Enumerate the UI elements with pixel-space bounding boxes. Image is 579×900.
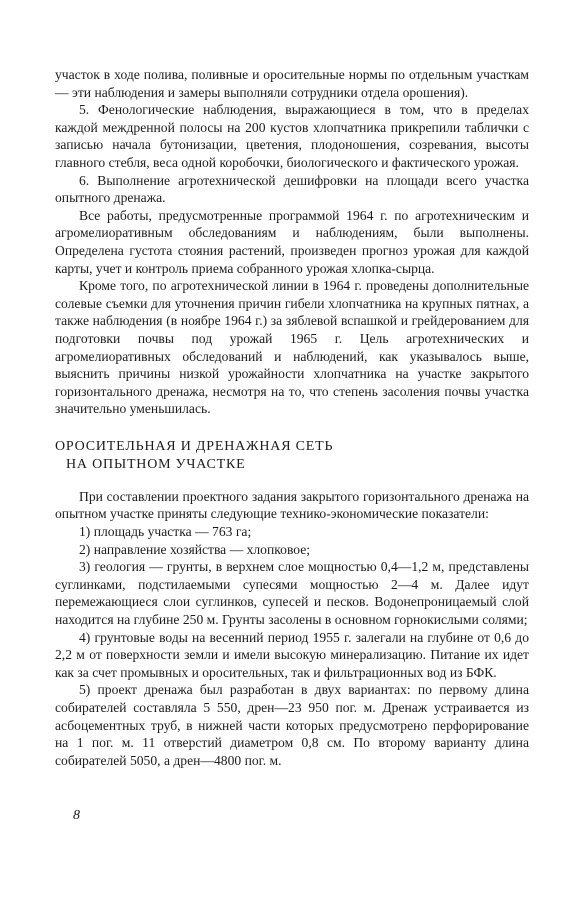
paragraph: Все работы, предусмотренные программой 1964 г. по агротехническим и агромелиоративным обследованиям и наблюдениям, были выполнены. Определена густота стояния растений, произведен прогноз урожая для каждой карты, учет и контроль приема собранного урожая хлопка-сырца.	[55, 207, 529, 276]
list-item: 5) проект дренажа был разработан в двух вариантах: по первому длина собирателей составляла 5 550, дрен—23 950 пог. м. Дренаж устраивается из асбоцементных труб, в нижней части которых предусмотрено перфорирование на 1 пог. м. 11 отверстий диаметром 0,8 см. По второму варианту длина собирателей 5050, а дрен—4800 пог. м.	[55, 682, 529, 768]
section-heading	[55, 438, 529, 474]
page-number: 8	[73, 808, 80, 823]
paragraph: 5. Фенологические наблюдения, выражающиеся в том, что в пределах каждой междренной полосы на 200 кустов хлопчатника прикрепили таблички с записью начала бутонизации, цветения, плодоношения, созревания, высоты главного стебля, веса одной коробочки, биологического и фактического урожая.	[55, 102, 529, 170]
list-item: 4) грунтовые воды на весенний период 1955 г. залегали на глубине от 0,6 до 2,2 м от поверхности земли и имели высокую минерализацию. Питание их идет как за счет промывных и оросительных, так и фильтрационных вод из БФК.	[55, 629, 529, 680]
page-body	[55, 66, 529, 769]
list-item: 2) направление хозяйства — хлопковое;	[79, 541, 311, 557]
paragraph: участок в ходе полива, поливные и оросительные нормы по отдельным участкам — эти наблюдения и замеры выполняли сотрудники отдела орошения).	[55, 67, 529, 100]
list-item: 3) геология — грунты, в верхнем слое мощностью 0,4—1,2 м, представлены суглинками, подстилаемыми супесями мощностью 2—4 м. Далее идут перемежающиеся слои суглинков, супесей и песков. Водонепроницаемый слой находится на глубине 250 м. Грунты засолены в основном горнокислыми солями;	[55, 559, 529, 628]
section-heading-line-2: НА ОПЫТНОМ УЧАСТКЕ	[66, 456, 246, 472]
list-item: 1) площадь участка — 763 га;	[79, 524, 252, 540]
paragraph: 6. Выполнение агротехнической дешифровки на площади всего участка опытного дренажа.	[55, 172, 529, 206]
section-heading-line-1: ОРОСИТЕЛЬНАЯ И ДРЕНАЖНАЯ СЕТЬ	[55, 438, 334, 454]
paragraph: Кроме того, по агротехнической линии в 1964 г. проведены дополнительные солевые съемки для уточнения причин гибели хлопчатника на крупных пятнах, а также наблюдения (в ноябре 1964 г.) за зяблевой вспашкой и грейдерованием для подготовки почвы под урожай 1965 г. Цель агротехнических и агромелиоративных обследований и наблюдений, как указывалось выше, выяснить причины низкой урожайности хлопчатника на участке закрытого горизонтального дренажа, несмотря на то, что степень засоления почвы участка значительно уменьшилась.	[55, 278, 529, 417]
paragraph: При составлении проектного задания закрытого горизонтального дренажа на опытном участке приняты следующие технико-экономические показатели:	[55, 488, 529, 522]
